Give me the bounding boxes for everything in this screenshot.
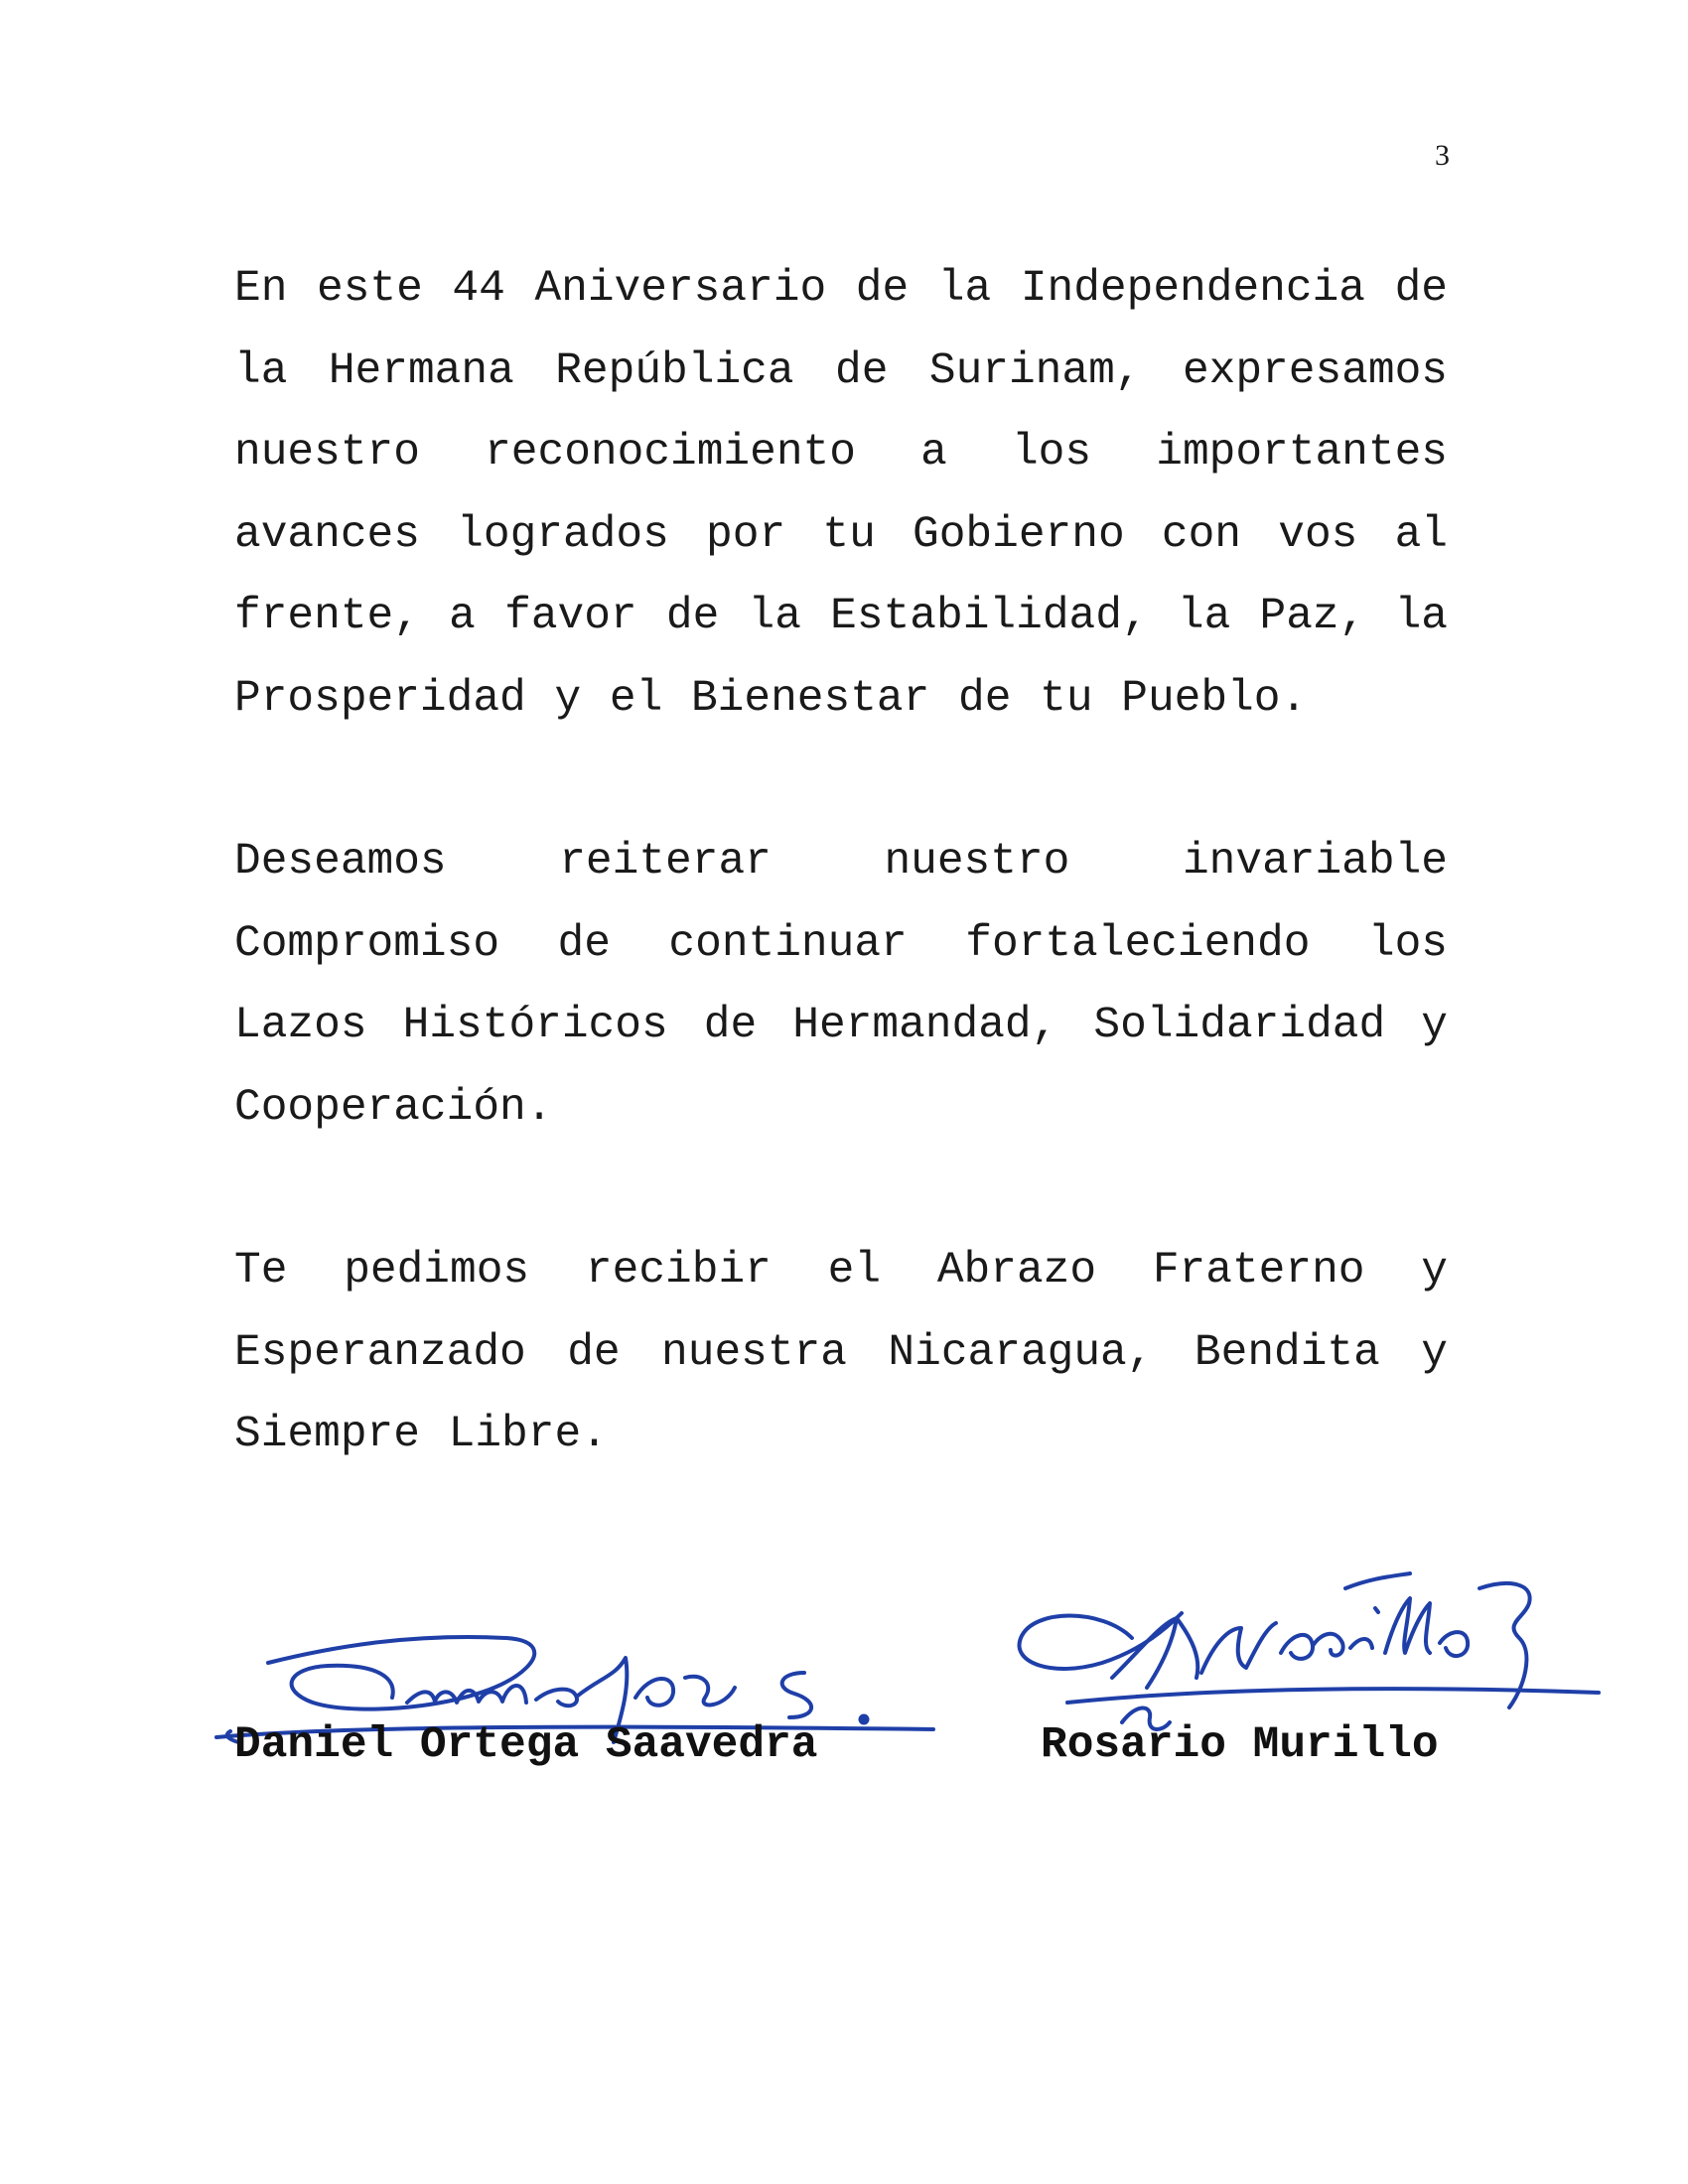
paragraph-anniversary: En este 44 Aniversario de la Independencia de la Hermana República de Surinam, expresamos nuestro reconocimiento a los importantes avances logrados por tu Gobierno con vos al frente, a favor de la Estabilidad, la Paz, la Prosperidad y el Bienestar de tu Pueblo.	[234, 264, 1448, 724]
signature-block	[199, 1529, 1609, 1787]
signer-name-rosario-murillo: Rosario Murillo	[1041, 1720, 1439, 1770]
letter-body	[234, 248, 1448, 1476]
paragraph-commitment: Deseamos reiterar nuestro invariable Compromiso de continuar fortaleciendo los Lazos Históricos de Hermandad, Solidaridad y Cooperación.	[234, 837, 1448, 1133]
signer-name-daniel-ortega: Daniel Ortega Saavedra	[234, 1720, 818, 1770]
page-number: 3	[1435, 139, 1450, 172]
paragraph-embrace: Te pedimos recibir el Abrazo Fraterno y Esperanzado de nuestra Nicaragua, Bendita y Siempre Libre.	[234, 1246, 1448, 1459]
